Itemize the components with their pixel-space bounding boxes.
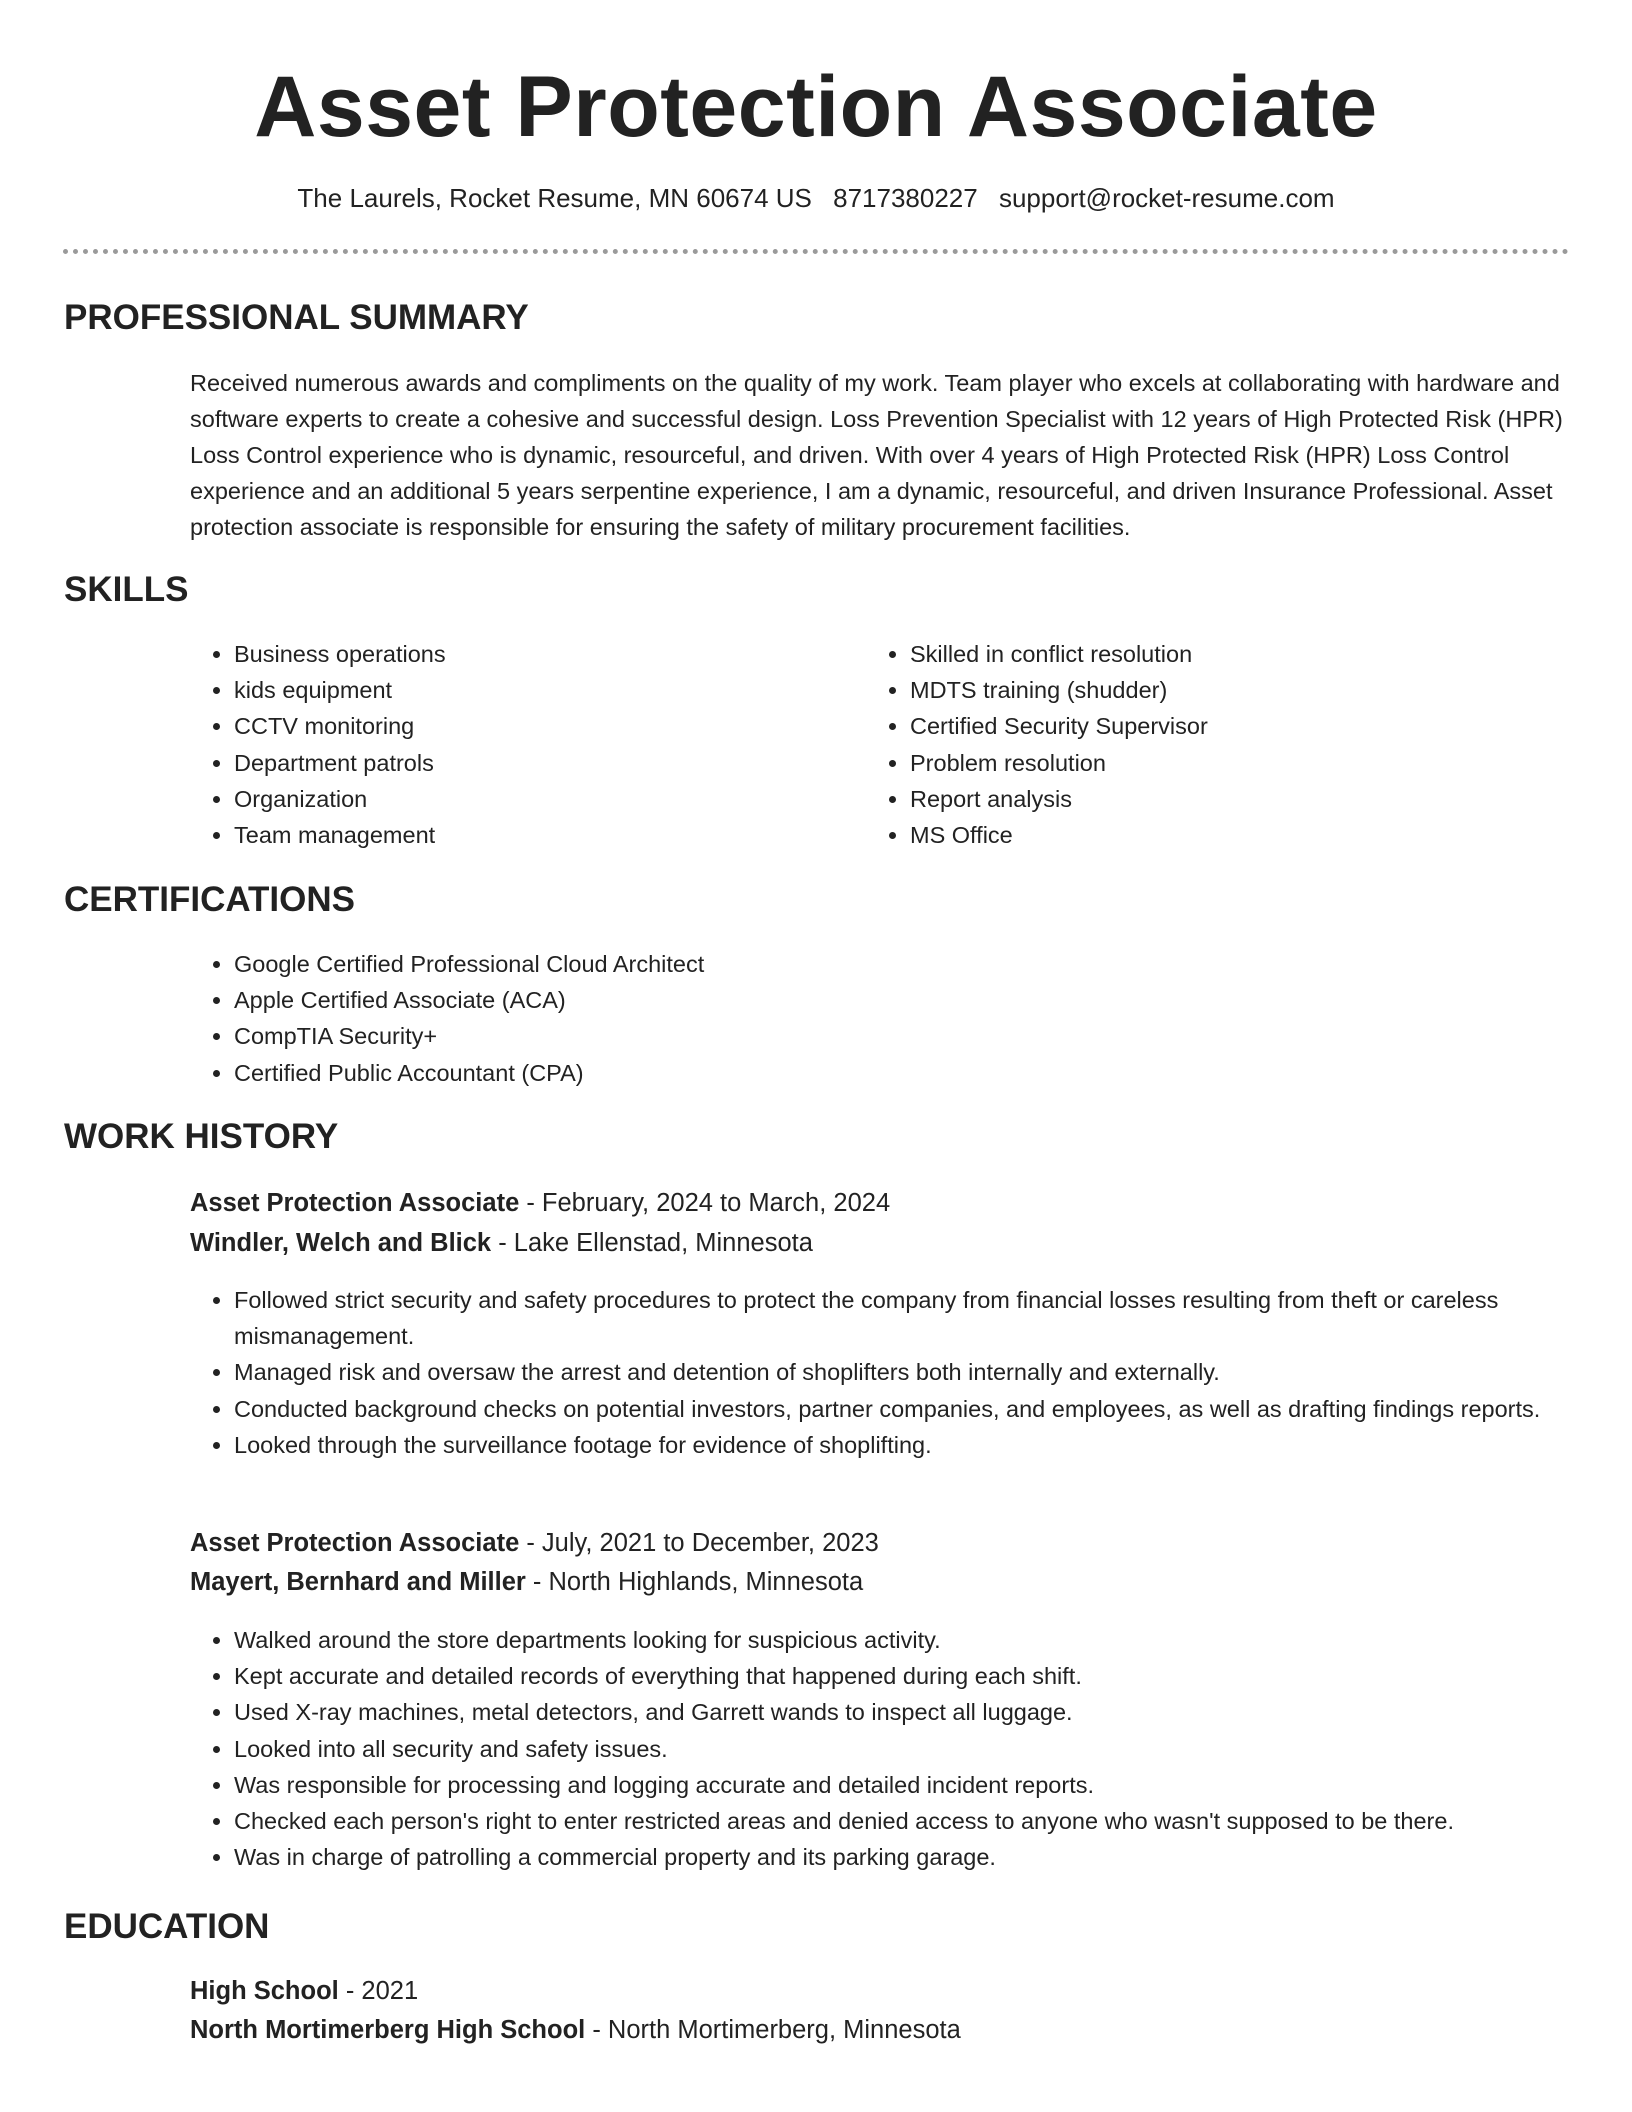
job-role: Asset Protection Associate xyxy=(190,1189,520,1217)
job-role: Asset Protection Associate xyxy=(190,1529,520,1557)
section-title-work-history: WORK HISTORY xyxy=(64,1117,339,1156)
section-title-summary: PROFESSIONAL SUMMARY xyxy=(64,298,529,337)
education-year: - 2021 xyxy=(338,1977,419,2005)
list-item: • Looked through the surveillance footage for evidence of shoplifting. xyxy=(234,1427,1570,1463)
job-company-line xyxy=(190,1224,813,1262)
certifications-list xyxy=(190,946,1434,1091)
list-item: • Problem resolution xyxy=(910,745,1530,781)
job-duties-list xyxy=(190,1282,1570,1463)
education-school: North Mortimerberg High School xyxy=(190,2016,586,2044)
list-item: • Organization xyxy=(234,781,854,817)
list-item: • Followed strict security and safety procedures to protect the company from financial losses resulting from theft or careless mismanagement. xyxy=(234,1282,1570,1354)
list-item: • Certified Public Accountant (CPA) xyxy=(234,1055,1434,1091)
job-company: Windler, Welch and Blick xyxy=(190,1229,492,1257)
list-item: • Kept accurate and detailed records of everything that happened during each shift. xyxy=(234,1658,1614,1694)
skills-list-left xyxy=(190,636,854,853)
list-item: • Department patrols xyxy=(234,745,854,781)
job-title-line xyxy=(190,1184,890,1222)
job-dates: - July, 2021 to December, 2023 xyxy=(519,1529,879,1557)
list-item: • Business operations xyxy=(234,636,854,672)
contact-line xyxy=(0,178,1632,218)
list-item: • Skilled in conflict resolution xyxy=(910,636,1530,672)
list-item: • Conducted background checks on potential investors, partner companies, and employees, as well as drafting findings reports. xyxy=(234,1391,1570,1427)
education-school-line xyxy=(190,2011,961,2049)
list-item: • Managed risk and oversaw the arrest and detention of shoplifters both internally and externally. xyxy=(234,1354,1570,1390)
job-title-line xyxy=(190,1524,879,1562)
list-item: • kids equipment xyxy=(234,672,854,708)
list-item: • Apple Certified Associate (ACA) xyxy=(234,982,1434,1018)
candidate-name: Asset Protection Associate xyxy=(254,59,1378,155)
section-title-skills: SKILLS xyxy=(64,570,189,609)
skills-list-right xyxy=(866,636,1530,853)
education-degree-line xyxy=(190,1972,418,2010)
contact-phone: 8717380227 xyxy=(833,183,978,213)
list-item: • CompTIA Security+ xyxy=(234,1018,1434,1054)
job-company: Mayert, Bernhard and Miller xyxy=(190,1568,526,1596)
list-item: • MDTS training (shudder) xyxy=(910,672,1530,708)
job-location: - Lake Ellenstad, Minnesota xyxy=(491,1229,813,1257)
section-title-certifications: CERTIFICATIONS xyxy=(64,880,356,919)
job-company-line xyxy=(190,1563,863,1601)
list-item: • Was in charge of patrolling a commercial property and its parking garage. xyxy=(234,1839,1614,1875)
list-item: • Used X-ray machines, metal detectors, and Garrett wands to inspect all luggage. xyxy=(234,1694,1614,1730)
list-item: • Walked around the store departments looking for suspicious activity. xyxy=(234,1622,1614,1658)
list-item: • CCTV monitoring xyxy=(234,708,854,744)
education-location: - North Mortimerberg, Minnesota xyxy=(585,2016,961,2044)
list-item: • Report analysis xyxy=(910,781,1530,817)
job-dates: - February, 2024 to March, 2024 xyxy=(519,1189,891,1217)
job-duties-list xyxy=(190,1622,1614,1875)
job-location: - North Highlands, Minnesota xyxy=(525,1568,864,1596)
section-title-education: EDUCATION xyxy=(64,1907,270,1946)
list-item: • Was responsible for processing and logging accurate and detailed incident reports. xyxy=(234,1767,1614,1803)
list-item: • Checked each person's right to enter restricted areas and denied access to anyone who wasn't supposed to be there. xyxy=(234,1803,1614,1839)
summary-text: Received numerous awards and compliments on the quality of my work. Team player who excels at collaborating with hardware and software experts to create a cohesive and successful design. Loss Prevention Specialist with 12 years of High Protected Risk (HPR) Loss Control experience who is dynamic, resourceful, and driven. With over 4 years of High Protected Risk (HPR) Loss Control experience and an additional 5 years serpentine experience, I am a dynamic, resourceful, and driven Insurance Professional. Asset protection associate is responsible for ensuring the safety of military procurement facilities. xyxy=(190,370,1563,540)
list-item: • Team management xyxy=(234,817,854,853)
header-divider xyxy=(63,249,1569,254)
list-item: • MS Office xyxy=(910,817,1530,853)
list-item: • Certified Security Supervisor xyxy=(910,708,1530,744)
list-item: • Looked into all security and safety issues. xyxy=(234,1731,1614,1767)
contact-email: support@rocket-resume.com xyxy=(998,183,1335,213)
list-item: • Google Certified Professional Cloud Architect xyxy=(234,946,1434,982)
contact-address: The Laurels, Rocket Resume, MN 60674 US xyxy=(297,183,812,213)
education-degree: High School xyxy=(190,1977,339,2005)
